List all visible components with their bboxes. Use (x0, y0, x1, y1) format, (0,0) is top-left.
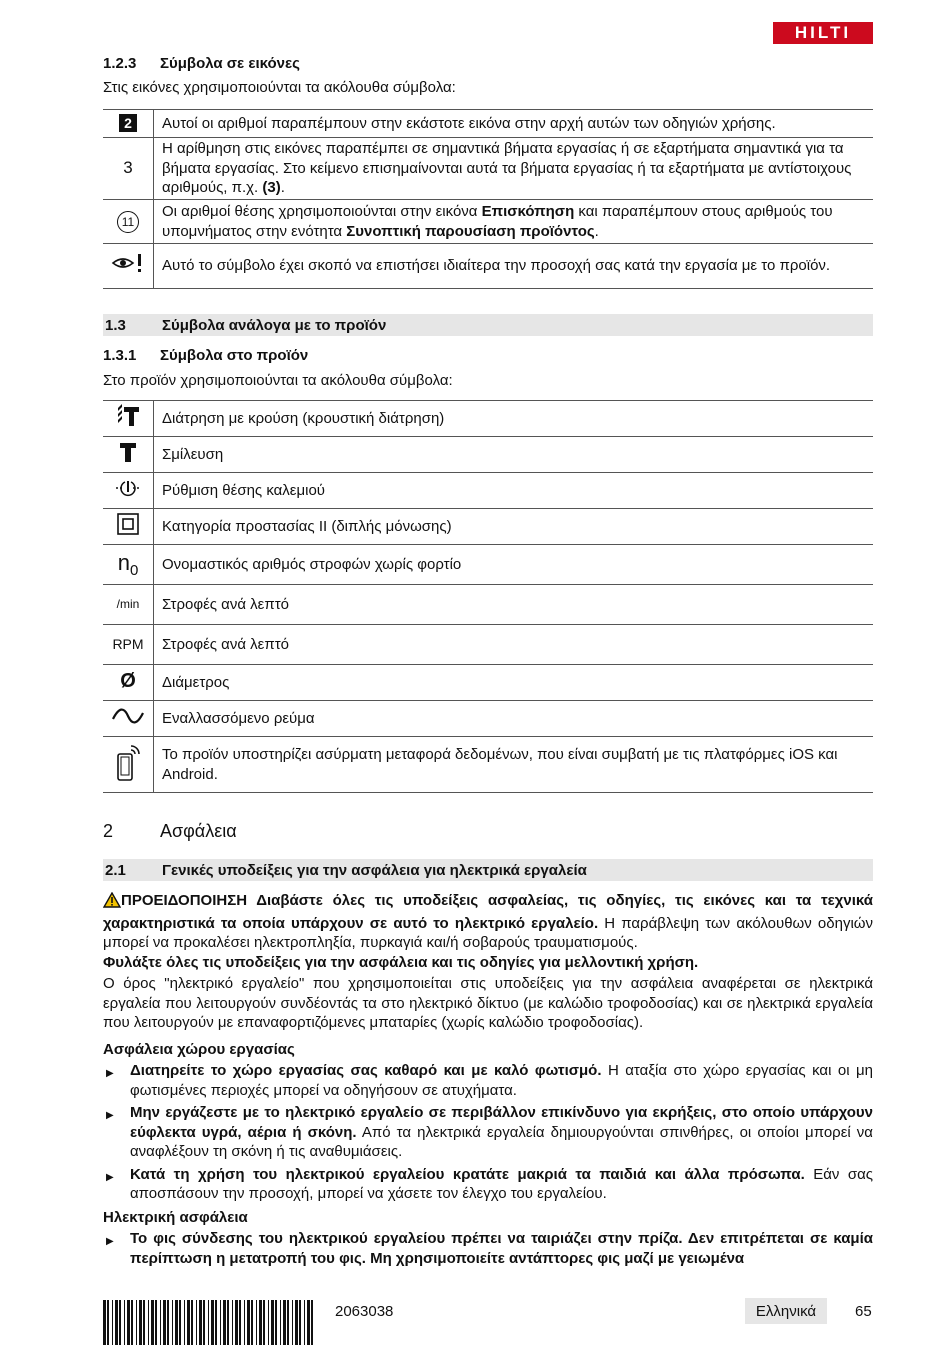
chisel-position-icon (103, 473, 154, 509)
symbol-description: Οι αριθμοί θέσης χρησιμοποιούνται στην εικόνα Επισκόπηση και παραπέμπουν στους αριθμούς του υπομνήματος στην ενότητα Συνοπτική παρουσίαση προϊόντος. (154, 200, 874, 244)
table-row (103, 509, 873, 545)
barcode-bar (280, 1300, 281, 1345)
barcode-bar (172, 1300, 173, 1345)
product-symbols-table (103, 400, 873, 793)
per-minute-icon: /min (103, 585, 154, 625)
section-intro: Στο προϊόν χρησιμοποιούνται τα ακόλουθα σύμβολα: (103, 372, 453, 389)
barcode-bar (191, 1300, 193, 1345)
list-item: ▶ Το φις σύνδεσης του ηλεκτρικού εργαλείου πρέπει να ταιριάζει στην πρίζα. Δεν επιτρέπεται σε καμία περίπτωση η μετατροπή του φις. Μη χρησιμοποιείτε αντάπτορες φις μαζί με γειωμένα (103, 1229, 873, 1268)
barcode-bar (196, 1300, 197, 1345)
barcode-bar (235, 1300, 238, 1345)
workplace-safety-title: Ασφάλεια χώρου εργασίας (103, 1041, 295, 1058)
symbol-description: Αυτό το σύμβολο έχει σκοπό να επιστήσει ιδιαίτερα την προσοχή σας κατά την εργασία με το προϊόν. (154, 244, 874, 289)
barcode-bar (211, 1300, 214, 1345)
barcode-bar (239, 1300, 241, 1345)
barcode-bar (143, 1300, 145, 1345)
table-row (103, 585, 873, 625)
barcode-bar (223, 1300, 226, 1345)
barcode-bar (115, 1300, 118, 1345)
section-bar-2-1 (103, 859, 873, 881)
table-row (103, 737, 873, 793)
table-row (103, 701, 873, 737)
barcode-bar (167, 1300, 169, 1345)
barcode-bar (244, 1300, 245, 1345)
barcode-bar (247, 1300, 250, 1345)
barcode-bar (103, 1300, 106, 1345)
section-heading-1-3-1 (103, 347, 308, 364)
diameter-icon: Ø (103, 665, 154, 701)
symbol-description: Στροφές ανά λεπτό (154, 585, 874, 625)
bullet-arrow-icon: ▶ (106, 1110, 114, 1121)
hammer-drill-icon (103, 401, 154, 437)
table-row (103, 665, 873, 701)
page-number: 65 (855, 1303, 872, 1320)
barcode-bar (232, 1300, 233, 1345)
hilti-logo (773, 22, 873, 44)
alternating-current-icon (103, 701, 154, 737)
symbol-description: Διάμετρος (154, 665, 874, 701)
barcode-bar (292, 1300, 293, 1345)
barcode-bar (259, 1300, 262, 1345)
barcode-bar (283, 1300, 286, 1345)
language-text: Ελληνικά (755, 1302, 817, 1320)
barcode-bar (127, 1300, 130, 1345)
symbol-description: Κατηγορία προστασίας II (διπλής μόνωσης) (154, 509, 874, 545)
barcode-bar (175, 1300, 178, 1345)
barcode-bar (287, 1300, 289, 1345)
barcode-bar (184, 1300, 185, 1345)
section-title: Γενικές υποδείξεις για την ασφάλεια για ηλεκτρικά εργαλεία (162, 861, 587, 879)
circled-number-icon: 11 (103, 200, 154, 244)
barcode-bar (119, 1300, 121, 1345)
table-row (103, 437, 873, 473)
term-paragraph: Ο όρος "ηλεκτρικό εργαλείο" που χρησιμοποιείται στις υποδείξεις για την ασφάλεια αναφέρεται σε ηλεκτρικά εργαλεία που λειτουργούν συνδέοντάς τα στο ηλεκτρικό δίκτυο (με καλώδιο τροφοδοσίας) και σε ηλεκτρικά εργαλεία που λειτουργούν με επαναφορτιζόμενες μπαταρίες (χωρίς καλώδιο τροφοδοσίας). (103, 975, 873, 1031)
barcode-bar (208, 1300, 209, 1345)
n0-icon: n0 (103, 545, 154, 585)
double-insulation-icon (103, 509, 154, 545)
symbol-description: Εναλλασσόμενο ρεύμα (154, 701, 874, 737)
barcode-bar (155, 1300, 157, 1345)
table-row (103, 110, 873, 138)
table-row (103, 473, 873, 509)
bullet-arrow-icon: ▶ (106, 1171, 114, 1183)
electrical-safety-title: Ηλεκτρική ασφάλεια (103, 1209, 248, 1226)
barcode-bar (307, 1300, 310, 1345)
bullet-arrow-icon: ▶ (106, 1236, 114, 1247)
eye-attention-icon (103, 244, 154, 289)
barcode-bar (160, 1300, 161, 1345)
table-row (103, 625, 873, 665)
language-label (745, 1298, 827, 1324)
symbol-description: Διάτρηση με κρούση (κρουστική διάτρηση) (154, 401, 874, 437)
barcode-bar (139, 1300, 142, 1345)
table-row (103, 244, 873, 289)
symbol-description: Η αρίθμηση στις εικόνες παραπέμπει σε σημαντικά βήματα εργασίας ή σε εξαρτήματα σημαντικά για τα βήματα εργασίας. Στο κείμενο επισημαίνονται αυτά τα βήματα εργασίας ή τα εξαρτήματα με αντίστοιχους αριθμούς, π.χ. (3). (154, 138, 874, 200)
section-number: 1.3 (105, 316, 126, 334)
barcode-bar (227, 1300, 229, 1345)
section-bar-1-3 (103, 314, 873, 336)
symbol-description: Σμίλευση (154, 437, 874, 473)
section-number: 2.1 (105, 861, 126, 879)
barcode-bar (163, 1300, 166, 1345)
document-number: 2063038 (335, 1303, 394, 1320)
section-number: 2 (103, 821, 114, 841)
table-row (103, 545, 873, 585)
barcode-bar (107, 1300, 109, 1345)
workplace-safety-list (103, 1061, 873, 1204)
symbol-description: Ονομαστικός αριθμός στροφών χωρίς φορτίο (154, 545, 874, 585)
barcode (103, 1300, 318, 1345)
barcode-bar (299, 1300, 301, 1345)
section-title: Σύμβολα σε εικόνες (160, 55, 300, 72)
section-heading-2 (103, 821, 237, 842)
chiseling-icon (103, 437, 154, 473)
symbol-description: Το προϊόν υποστηρίζει ασύρματη μεταφορά δεδομένων, που είναι συμβατή με τις πλατφόρμες iOS και Android. (154, 737, 874, 793)
warning-icon (103, 892, 121, 914)
table-row (103, 401, 873, 437)
barcode-bar (311, 1300, 313, 1345)
symbol-description: Ρύθμιση θέσης καλεμιού (154, 473, 874, 509)
electrical-safety-list (103, 1229, 873, 1268)
section-number: 1.3.1 (103, 347, 137, 364)
section-title: Ασφάλεια (160, 821, 237, 841)
symbol-description: Αυτοί οι αριθμοί παραπέμπουν στην εκάστοτε εικόνα στην αρχή αυτών των οδηγιών χρήσης. (154, 110, 874, 138)
section-title: Σύμβολα στο προϊόν (160, 347, 309, 364)
barcode-bar (263, 1300, 265, 1345)
barcode-bar (220, 1300, 221, 1345)
wireless-phone-icon (103, 737, 154, 793)
section-number: 1.2.3 (103, 55, 137, 72)
barcode-bar (187, 1300, 190, 1345)
barcode-bar (203, 1300, 205, 1345)
black-square-number-icon: 2 (103, 110, 154, 138)
barcode-bar (256, 1300, 257, 1345)
barcode-bar (179, 1300, 181, 1345)
barcode-bar (112, 1300, 113, 1345)
list-item: ▶ Διατηρείτε το χώρο εργασίας σας καθαρό και με καλό φωτισμό. Η αταξία στο χώρο εργασίας και οι μη φωτισμένες περιοχές μπορεί να οδηγήσουν σε ατυχήματα. (103, 1061, 873, 1100)
table-row (103, 200, 873, 244)
barcode-bar (199, 1300, 202, 1345)
barcode-bar (251, 1300, 253, 1345)
plain-number-icon: 3 (103, 138, 154, 200)
barcode-bar (215, 1300, 217, 1345)
section-intro: Στις εικόνες χρησιμοποιούνται τα ακόλουθα σύμβολα: (103, 79, 456, 96)
barcode-bar (124, 1300, 125, 1345)
barcode-bar (275, 1300, 277, 1345)
barcode-bar (131, 1300, 133, 1345)
warning-paragraph: ΠΡΟΕΙΔΟΠΟΙΗΣΗ Διαβάστε όλες τις υποδείξεις ασφαλείας, τις οδηγίες, τις εικόνες και τα τεχνικά χαρακτηριστικά τα οποία υπάρχουν σε αυτό το ηλεκτρικό εργαλείο. Η παράβλεψη των ακόλουθων οδηγιών μπορεί να προκαλέσει ηλεκτροπληξία, πυρκαγιά και/ή σοβαρούς τραυματισμούς. (103, 892, 873, 951)
list-item: ▶ Κατά τη χρήση του ηλεκτρικού εργαλείου κρατάτε μακριά τα παιδιά και άλλα πρόσωπα. Εάν σας αποσπάσουν την προσοχή, μπορεί να χάσετε τον έλεγχο του εργαλείου. (103, 1165, 873, 1204)
symbol-description: Στροφές ανά λεπτό (154, 625, 874, 665)
barcode-bar (268, 1300, 269, 1345)
section-heading-1-2-3 (103, 55, 300, 72)
image-symbols-table (103, 109, 873, 289)
table-row (103, 138, 873, 200)
section-title: Σύμβολα ανάλογα με το προϊόν (162, 316, 387, 334)
barcode-bar (148, 1300, 149, 1345)
keep-instructions-note: Φυλάξτε όλες τις υποδείξεις για την ασφάλεια και τις οδηγίες για μελλοντική χρήση. (103, 954, 699, 971)
barcode-bar (304, 1300, 305, 1345)
barcode-bar (151, 1300, 154, 1345)
barcode-bar (295, 1300, 298, 1345)
list-item: ▶ Μην εργάζεστε με το ηλεκτρικό εργαλείο σε περιβάλλον επικίνδυνο για εκρήξεις, στο οποίο υπάρχουν εύφλεκτα υγρά, αέρια ή σκόνη. Από τα ηλεκτρικά εργαλεία δημιουργούνται σπινθήρες, οι οποίοι μπορεί να αναφλέξουν τη σκόνη ή τις αναθυμιάσεις. (103, 1103, 873, 1162)
barcode-bar (271, 1300, 274, 1345)
bullet-arrow-icon: ▶ (106, 1068, 114, 1079)
rpm-icon: RPM (103, 625, 154, 665)
logo-text: HILTI (794, 23, 852, 42)
barcode-bar (136, 1300, 137, 1345)
